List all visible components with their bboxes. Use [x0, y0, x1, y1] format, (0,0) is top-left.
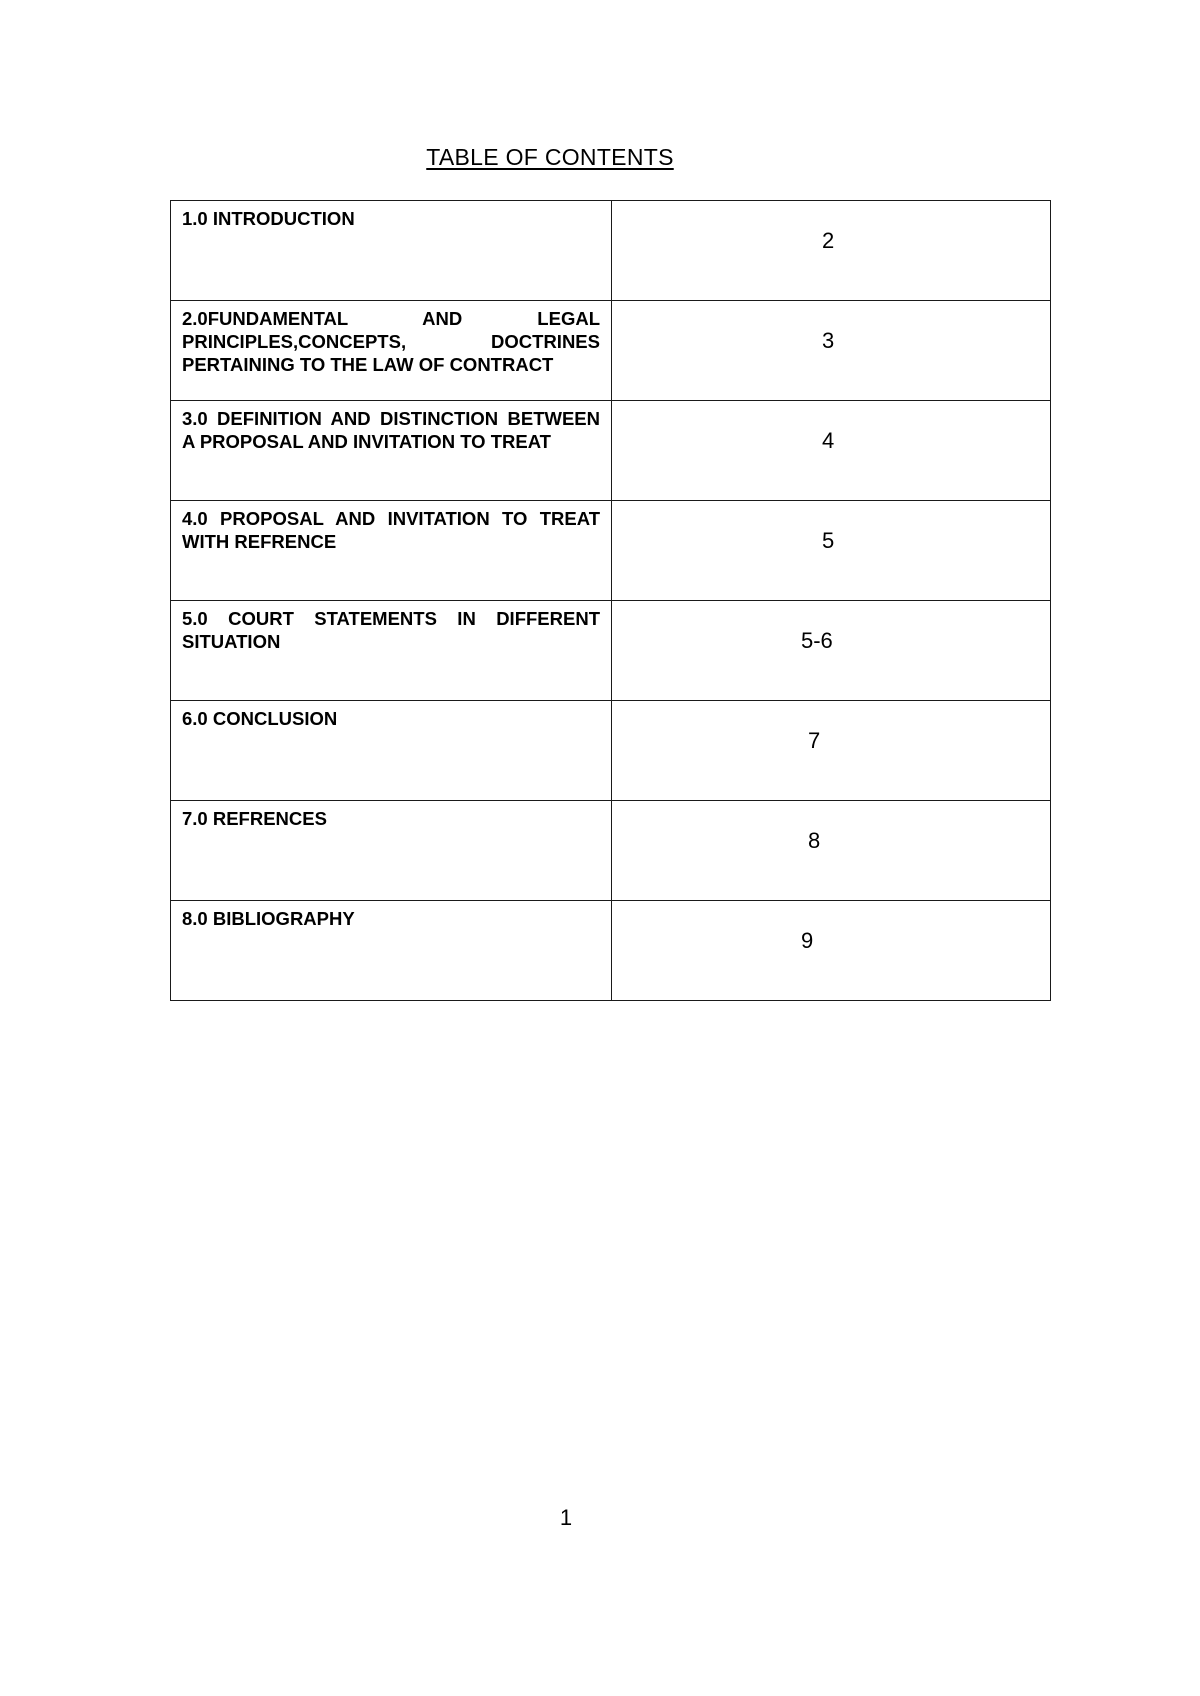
toc-entry-page: 7 [808, 728, 821, 753]
table-row [171, 401, 1051, 501]
toc-entry-page: 5 [822, 528, 835, 553]
toc-entry-page-cell [612, 301, 1051, 401]
page-title: TABLE OF CONTENTS [426, 144, 674, 170]
table-row [171, 201, 1051, 301]
table-of-contents [170, 200, 1051, 1001]
toc-entry-title: 2.0FUNDAMENTAL AND LEGAL PRINCIPLES,CONCEPTS, DOCTRINES PERTAINING TO THE LAW OF CONTRACT [171, 301, 612, 401]
toc-entry-title: 5.0 COURT STATEMENTS IN DIFFERENT SITUATION [171, 601, 612, 701]
table-row [171, 501, 1051, 601]
toc-entry-page: 3 [822, 328, 835, 353]
table-row [171, 701, 1051, 801]
table-row [171, 901, 1051, 1001]
table-row [171, 801, 1051, 901]
toc-entry-page-cell [612, 701, 1051, 801]
toc-entry-page-cell [612, 601, 1051, 701]
toc-entry-title: 4.0 PROPOSAL AND INVITATION TO TREAT WITH REFRENCE [171, 501, 612, 601]
toc-entry-page: 8 [808, 828, 821, 853]
toc-entry-page-cell [612, 501, 1051, 601]
toc-entry-title: 6.0 CONCLUSION [171, 701, 612, 801]
page-number: 1 [559, 1505, 573, 1530]
toc-entry-page-cell [612, 201, 1051, 301]
toc-entry-page-cell [612, 801, 1051, 901]
toc-entry-page: 9 [801, 928, 814, 953]
toc-entry-page-cell [612, 901, 1051, 1001]
toc-entry-page: 4 [822, 428, 835, 453]
toc-entry-page: 2 [822, 228, 835, 253]
toc-entry-title: 1.0 INTRODUCTION [171, 201, 612, 301]
table-row [171, 601, 1051, 701]
toc-entry-title: 3.0 DEFINITION AND DISTINCTION BETWEEN A PROPOSAL AND INVITATION TO TREAT [171, 401, 612, 501]
toc-entry-page: 5-6 [801, 628, 833, 653]
table-row [171, 301, 1051, 401]
toc-entry-page-cell [612, 401, 1051, 501]
toc-entry-title: 7.0 REFRENCES [171, 801, 612, 901]
toc-entry-title: 8.0 BIBLIOGRAPHY [171, 901, 612, 1001]
